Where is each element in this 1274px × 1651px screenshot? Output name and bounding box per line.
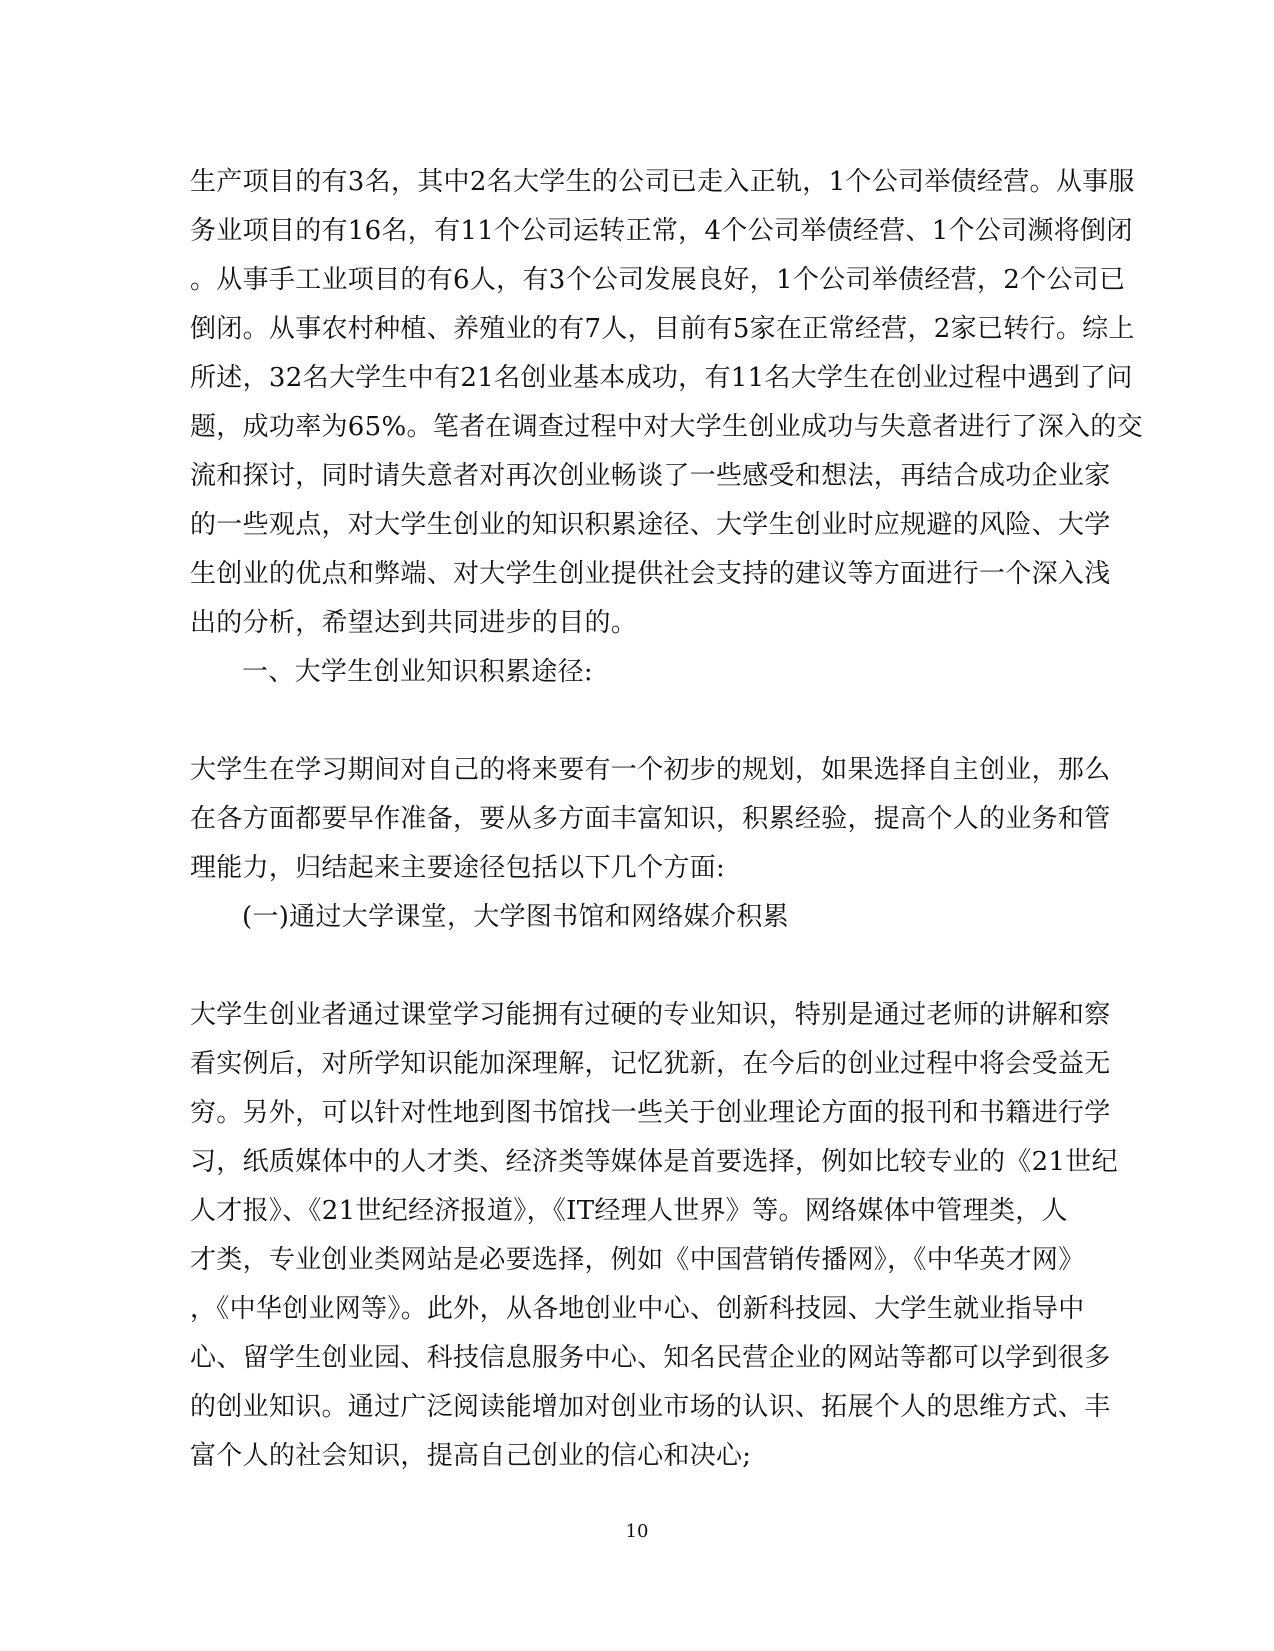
paragraph-line: 出的分析，希望达到共同进步的目的。: [190, 608, 638, 638]
paragraph-line: 所述，32名大学生中有21名创业基本成功，有11名大学生在创业过程中遇到了问: [190, 363, 1133, 393]
paragraph-line: 穷。另外，可以针对性地到图书馆找一些关于创业理论方面的报刊和书籍进行学: [190, 1098, 1111, 1128]
paragraph-line: 倒闭。从事农村种植、养殖业的有7人，目前有5家在正常经营，2家已转行。综上: [190, 314, 1135, 344]
paragraph-line: 理能力，归结起来主要途径包括以下几个方面:: [190, 853, 726, 883]
document-body: [190, 158, 1143, 1481]
paragraph-line: 流和探讨，同时请失意者对再次创业畅谈了一些感受和想法，再结合成功企业家: [190, 461, 1111, 491]
paragraph-line: 大学生在学习期间对自己的将来要有一个初步的规划，如果选择自主创业，那么: [190, 755, 1111, 785]
paragraph-line: 生创业的优点和弊端、对大学生创业提供社会支持的建议等方面进行一个深入浅: [190, 559, 1111, 589]
paragraph-line: 生产项目的有3名，其中2名大学生的公司已走入正轨，1个公司举债经营。从事服: [190, 167, 1135, 197]
paragraph-line: 才类，专业创业类网站是必要选择，例如《中国营销传播网》，《中华英才网》: [190, 1245, 1085, 1275]
page-number: 10: [625, 1521, 649, 1542]
paragraph-line: 人才报》、《21世纪经济报道》，《IT经理人世界》等。网络媒体中管理类，人: [190, 1196, 1068, 1226]
paragraph-line: 在各方面都要早作准备，要从多方面丰富知识，积累经验，提高个人的业务和管: [190, 804, 1111, 834]
paragraph-1: [190, 158, 1143, 648]
paragraph-line: 务业项目的有16名，有11个公司运转正常，4个公司举债经营、1个公司濒将倒闭: [190, 216, 1133, 246]
paragraph-3: [190, 991, 1118, 1481]
paragraph-line: 。从事手工业项目的有6人，有3个公司发展良好，1个公司举债经营，2个公司已: [190, 265, 1126, 295]
paragraph-line: 看实例后，对所学知识能加深理解，记忆犹新，在今后的创业过程中将会受益无: [190, 1049, 1111, 1079]
paragraph-line: 富个人的社会知识，提高自己创业的信心和决心;: [190, 1441, 752, 1471]
paragraph-line: 的创业知识。通过广泛阅读能增加对创业市场的认识、拓展个人的思维方式、丰: [190, 1392, 1111, 1422]
blank-line: [190, 697, 1090, 746]
subsection-heading: (一)通过大学课堂，大学图书馆和网络媒介积累: [242, 902, 789, 932]
paragraph-line: 题，成功率为65%。笔者在调查过程中对大学生创业成功与失意者进行了深入的交: [190, 412, 1143, 442]
paragraph-2: [190, 746, 1111, 893]
section-heading: 一、大学生创业知识积累途径:: [242, 657, 593, 687]
paragraph-line: ，《中华创业网等》。此外，从各地创业中心、创新科技园、大学生就业指导中: [190, 1294, 1085, 1324]
paragraph-line: 大学生创业者通过课堂学习能拥有过硬的专业知识，特别是通过老师的讲解和察: [190, 1000, 1111, 1030]
paragraph-line: 习，纸质媒体中的人才类、经济类等媒体是首要选择，例如比较专业的《21世纪: [190, 1147, 1118, 1177]
paragraph-line: 的一些观点，对大学生创业的知识积累途径、大学生创业时应规避的风险、大学: [190, 510, 1111, 540]
paragraph-line: 心、留学生创业园、科技信息服务中心、知名民营企业的网站等都可以学到很多: [190, 1343, 1111, 1373]
blank-line: [190, 942, 1090, 991]
